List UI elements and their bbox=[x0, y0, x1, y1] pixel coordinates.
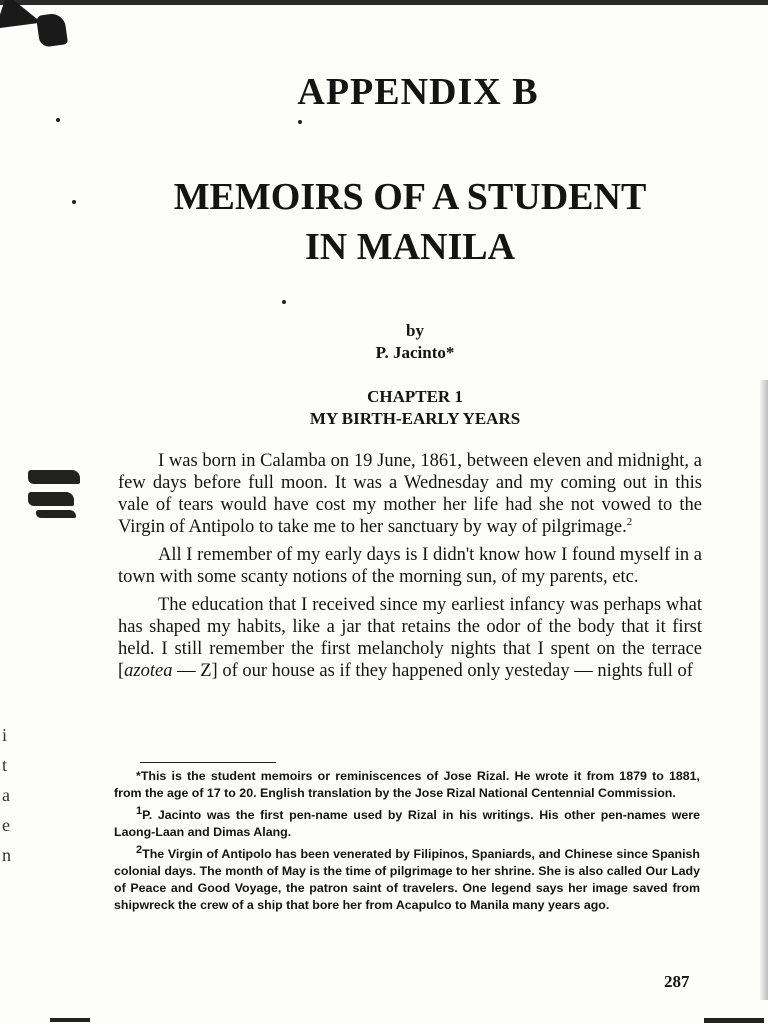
edge-letter: n bbox=[2, 845, 11, 865]
paragraph bbox=[118, 594, 702, 682]
bleed-through-letters bbox=[2, 720, 11, 870]
paragraph-text: — Z] of our house as if they happened only yesteday — nights full of bbox=[172, 661, 693, 681]
edge-letter: i bbox=[2, 725, 8, 745]
page-number: 287 bbox=[664, 972, 690, 991]
ink-blot-decoration bbox=[36, 510, 76, 518]
byline bbox=[0, 320, 768, 364]
paragraph bbox=[118, 450, 702, 538]
chapter-heading bbox=[0, 386, 768, 430]
body-text bbox=[118, 450, 702, 688]
footnote-text: The Virgin of Antipolo has been venerated by Filipinos, Spaniards, and Chinese since Spanish colonial days. The month of May is the time of pilgrimage to her shrine. She is also called Our Lady of Peace and Good Voyage, the patron saint of travelers. One legend says her image saved from shipwreck the crew of a ship that bore her from Acapulco to Manila many years ago. bbox=[114, 847, 700, 912]
footnotes bbox=[114, 768, 700, 919]
title-line-2: IN MANILA bbox=[304, 226, 516, 268]
title-line-1: MEMOIRS OF A STUDENT bbox=[173, 176, 647, 218]
paragraph bbox=[118, 544, 702, 588]
edge-letter: a bbox=[2, 785, 10, 805]
byline-by: by bbox=[406, 321, 424, 340]
footnote bbox=[114, 804, 700, 841]
edge-letter: e bbox=[2, 815, 10, 835]
ink-speck bbox=[56, 118, 60, 122]
footnote-marker: 1 bbox=[136, 804, 143, 817]
byline-author: P. Jacinto* bbox=[375, 343, 455, 362]
ink-speck bbox=[298, 120, 302, 124]
ink-blot-decoration bbox=[28, 470, 80, 484]
footnote-ref: 2 bbox=[626, 515, 633, 528]
paragraph-text: I was born in Calamba on 19 June, 1861, between eleven and midnight, a few days before full moon. It was a Wednesday and my coming out in this vale of tears would have cost my mother her life had she not vowed to the Virgin of Antipolo to take me to her sanctuary by way of pilgrimage. bbox=[118, 451, 702, 537]
paragraph-text: The education that I received since my earliest infancy was perhaps what has shaped my habits, like a jar that retains the odor of the body that it first held. I still remember the first melancholy nights that I spent on the terrace [ bbox=[118, 595, 702, 681]
ink-blot-decoration bbox=[28, 492, 74, 506]
footnote-text: *This is the student memoirs or reminiscences of Jose Rizal. He wrote it from 1879 to 1881, from the age of 17 to 20. English translation by the Jose Rizal National Centennial Commission. bbox=[114, 769, 700, 800]
footnote bbox=[114, 843, 700, 914]
italic-term: azotea bbox=[124, 661, 173, 681]
paragraph-text: All I remember of my early days is I didn't know how I found myself in a town with some scanty notions of the morning sun, of my parents, etc. bbox=[118, 545, 702, 587]
chapter-title bbox=[60, 172, 760, 272]
ink-speck bbox=[282, 300, 286, 304]
footnote bbox=[114, 768, 700, 802]
edge-letter: t bbox=[2, 755, 8, 775]
footnote-divider bbox=[140, 762, 276, 763]
footnote-marker: 2 bbox=[136, 843, 143, 856]
chapter-subtitle: MY BIRTH-EARLY YEARS bbox=[309, 409, 521, 428]
chapter-number: CHAPTER 1 bbox=[367, 387, 463, 406]
footnote-text: P. Jacinto was the first pen-name used by Rizal in his writings. His other pen-names were Laong-Laan and Dimas Alang. bbox=[114, 808, 700, 839]
appendix-heading: APPENDIX B bbox=[297, 71, 539, 113]
page-bottom-mark bbox=[704, 1018, 764, 1023]
page-bottom-mark bbox=[50, 1018, 90, 1022]
page-right-edge-shadow bbox=[760, 380, 768, 1000]
page-top-shadow bbox=[0, 0, 768, 5]
